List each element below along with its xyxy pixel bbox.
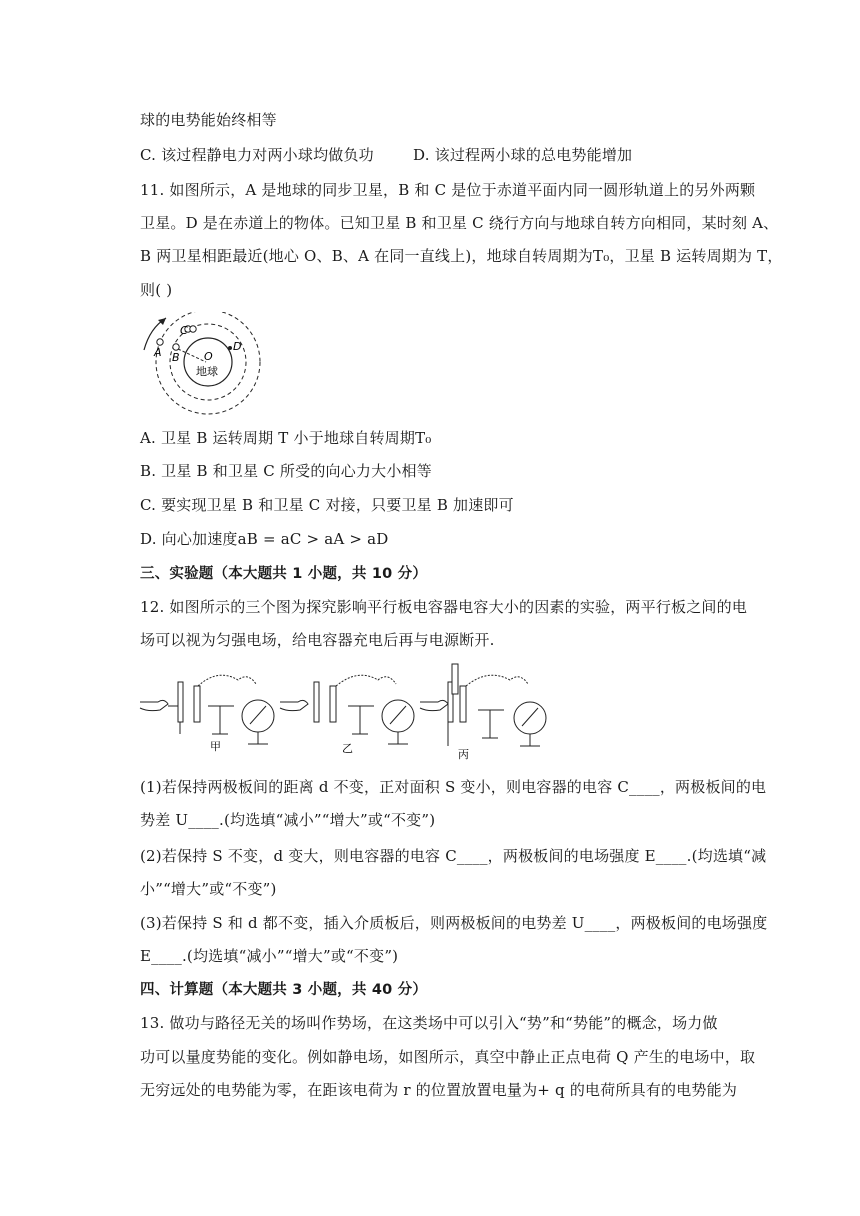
capacitor-experiment-diagram	[138, 662, 558, 762]
q12-part1-line1: (1)若保持两极板间的距离 d 不变，正对面积 S 变小，则电容器的电容 C____，两极板间的电	[140, 778, 767, 796]
q11-option-b: B. 卫星 B 和卫星 C 所受的向心力大小相等	[140, 462, 432, 480]
q10-option-c: C. 该过程静电力对两小球均做负功	[140, 146, 374, 164]
label-c: C	[180, 324, 188, 337]
label-d: D	[233, 340, 242, 353]
q13-stem-line2: 功可以量度势能的变化。例如静电场，如图所示，真空中静止正点电荷 Q 产生的电场中，取	[140, 1048, 756, 1066]
label-jia: 甲	[210, 740, 221, 753]
line-ob	[178, 349, 206, 362]
q10-option-d: D. 该过程两小球的总电势能增加	[413, 146, 633, 164]
setup-jia	[140, 675, 274, 753]
q12-part3-line2: E____.(均选填“减小”“增大”或“不变”)	[140, 947, 399, 965]
label-bing: 丙	[458, 748, 469, 761]
q12-stem-line2: 场可以视为匀强电场，给电容器充电后再与电源断开.	[140, 631, 495, 649]
q13-stem-line1: 13. 做功与路径无关的场叫作势场，在这类场中可以引入“势”和“势能”的概念，场力做	[140, 1014, 718, 1032]
label-earth: 地球	[196, 365, 218, 378]
q12-part1-line2: 势差 U____.(均选填“减小”“增大”或“不变”)	[140, 811, 436, 829]
q11-stem-line1: 11. 如图所示，A 是地球的同步卫星，B 和 C 是位于赤道平面内同一圆形轨道上的另外两颗	[140, 181, 756, 199]
q11-option-d: D. 向心加速度aB = aC > aA > aD	[140, 530, 389, 548]
q12-stem-line1: 12. 如图所示的三个图为探究影响平行板电容器电容大小的因素的实验，两平行板之间的电	[140, 598, 748, 616]
q11-option-a: A. 卫星 B 运转周期 T 小于地球自转周期T₀	[140, 429, 432, 447]
label-a: A	[154, 346, 162, 359]
q12-part3-line1: (3)若保持 S 和 d 都不变，插入介质板后，则两极板间的电势差 U____，两极板间的电场强度	[140, 914, 768, 932]
satellite-a	[157, 339, 163, 345]
orbit-diagram	[136, 312, 266, 416]
setup-yi	[280, 675, 414, 755]
q12-part2-line2: 小”“增大”或“不变”)	[140, 880, 277, 898]
setup-bing	[420, 664, 546, 761]
q11-stem-line4: 则( )	[140, 281, 173, 299]
q12-part2-line1: (2)若保持 S 不变，d 变大，则电容器的电容 C____，两极板间的电场强度 E____.(均选填“减	[140, 847, 767, 865]
section-3-heading: 三、实验题（本大题共 1 小题，共 10 分）	[140, 566, 428, 582]
label-yi: 乙	[342, 742, 353, 755]
q13-stem-line3: 无穷远处的电势能为零，在距该电荷为 r 的位置放置电量为+ q 的电荷所具有的电势能为	[140, 1081, 738, 1099]
q11-stem-line2: 卫星。D 是在赤道上的物体。已知卫星 B 和卫星 C 绕行方向与地球自转方向相同，某时刻 A、	[140, 214, 779, 232]
satellite-c-2	[190, 326, 196, 332]
label-o: O	[204, 350, 213, 363]
label-b: B	[172, 351, 180, 364]
q11-stem-line3: B 两卫星相距最近(地心 O、B、A 在同一直线上)，地球自转周期为T₀，卫星 B 运转周期为 T，	[140, 247, 783, 265]
object-d	[228, 346, 232, 350]
q10-tail: 球的电势能始终相等	[140, 111, 277, 129]
q11-option-c: C. 要实现卫星 B 和卫星 C 对接，只要卫星 B 加速即可	[140, 496, 514, 514]
section-4-heading: 四、计算题（本大题共 3 小题，共 40 分）	[140, 982, 428, 998]
